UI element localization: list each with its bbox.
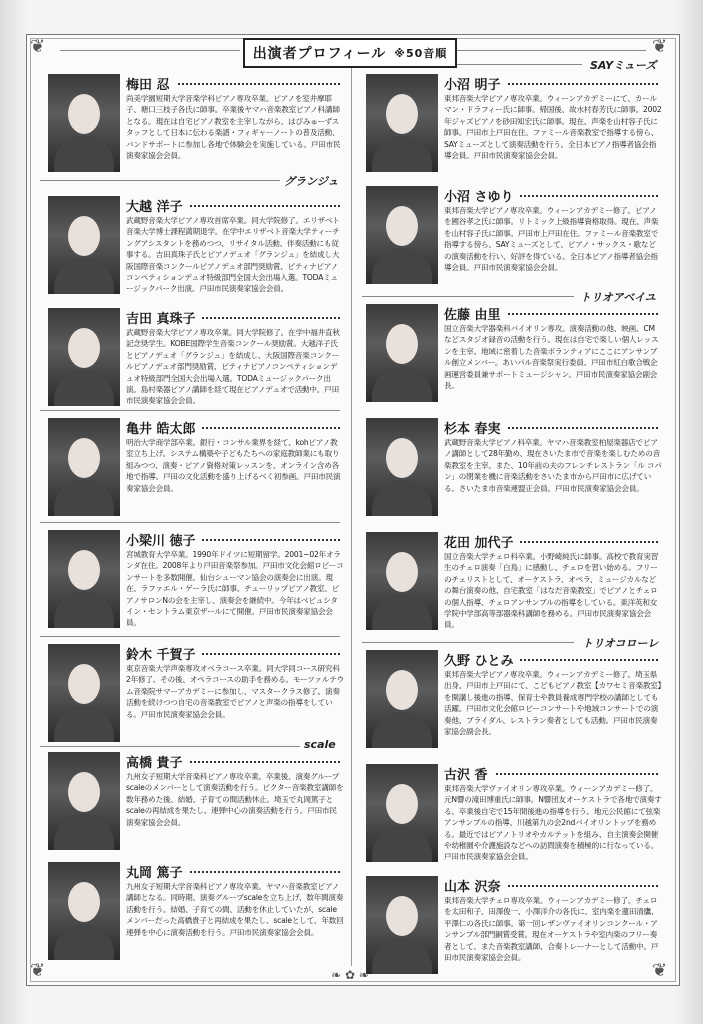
performer-bio: 武蔵野音楽大学ピアノ科卒業。ヤマハ音楽教室柏屋楽器店でピアノ講師として28年勤め、現在さいたま市で音楽を楽しむための音楽教室を主宰。また、10年前の夫のフレンチレストラン「ル コパン」の閉業を機に音楽活動をさいたま市から戸田市に広げている。さいたま市音楽連盟正会員。戸田市民演奏家協会会員。 [444,438,662,493]
performer-name: 佐藤 由里 [444,308,507,323]
portrait-photo [366,650,438,748]
performer-name: 山本 沢奈 [444,880,507,895]
profile-card [366,876,662,972]
performer-bio: 武蔵野音楽大学ピアノ専攻首席卒業。同大学院修了。エリザベト音楽大学博士課程満期退学。在学中エリザベト音楽大学ティーチングアシスタントを務めつつ、リサイタル活動、伴奏活動にも従事する。吉田真珠子氏とピアノデュオ「グランジュ」を結成し大阪国際音楽コンクールピアノデュオ部門奨励賞、ピティナピアノコンペティションデュオ特級部門全国大会出場入選。TODAミュージックパーク出演。戸田市民演奏家協会会員。 [126,216,340,294]
profile-card [48,196,344,298]
performer-name: 梅田 忍 [126,78,176,93]
corner-ornament-icon: ❦ [652,36,668,57]
performer-bio: 国立音楽大学チェロ科卒業。小野崎純氏に師事。高校で教育実習生のチェロ演奏「白鳥」に感動し、チェロを習い始める。フリーのチェリストとして、オーケストラ、オペラ、ミュージカルなどの舞台演奏の他、自宅教室「はなだ音楽教室」でピアノとチェロの個人指導、チェロアンサンブルの指導をしている。東洋英和女学院中学部高等部器楽科講師を務める。戸田市民演奏家協会会員。 [444,552,659,630]
portrait-photo [366,418,438,516]
profile-card [366,74,662,174]
portrait-photo [366,532,438,630]
performer-name: 小沼 明子 [444,78,507,93]
corner-ornament-icon: ❦ [652,960,668,981]
performer-bio: 東京音楽大学声楽専攻オペラコース卒業。同大学同コース研究科2年修了。その後、オペラコースの助手を務める。モーツァルテウム音楽院サマーアカデミーに参加し、マスタークラス修了。演奏活動を続けつつ自宅の音楽教室でピアノと声楽の指導をしている。戸田市民演奏家協会会員。 [126,664,344,719]
header-rule [456,50,646,51]
performer-bio: 宮城教育大学卒業。1990年ドイツに短期留学。2001~02年オランダ在住。2008年より戸田音楽祭参加。戸田市文化会館ロビーコンサートを多数開催。仙台シューマン協会の演奏会に出演。現在、ラファエル・ゲーラ氏に師事。チューリップピアノ教室、ピアノサロンNの会を主宰し、演奏会を継続中。今年はベビュシタイン・セントラム東京ザールにて開催。戸田市民演奏家協会会員。 [126,550,344,628]
profile-card [366,418,662,518]
performer-bio: 東邦音楽大学チェロ専攻卒業。ウィーンアカデミー修了。チェロを太田和子、田澤俊一、小澤洋介の各氏に、室内楽を蓮田清鷹、平澤仁の各氏に師事。第一回レザンヴァイオリンコンクール・アンサンブル部門銅賞受賞。現在オーケストラや室内楽のフリー奏者として、また音楽教室講師、合奏トレーナーとして活動中。戸田市民演奏家協会会員。 [444,896,659,963]
portrait-photo [48,752,120,850]
group-separator [362,642,574,643]
profile-card [48,752,344,850]
corner-ornament-icon: ❦ [30,36,46,57]
separator [40,636,340,637]
performer-name: 丸岡 篤子 [126,866,189,881]
bottom-ornament-icon: ❧ ✿ ❧ [331,968,369,982]
performer-bio: 明治大学商学部卒業。銀行・コンサル業界を経て、kohピアノ教室立ち上げ。システム構築や子どもたちへの家庭教師業にも取り組みつつ、演奏・ピアノ資格対策レッスンを、オンライン含め各地で指導。戸田の文化活動を盛り上げるべく初参画。戸田市民演奏家協会会員。 [126,438,341,493]
performer-bio: 九州女子短期大学音楽科ピアノ専攻卒業。ヤマハ音楽教室ピアノ講師となる。同時期、演奏グループscaleを立ち上げ、数年間演奏活動を行う。結婚、子育ての間、活動を休止していたが、scaleメンバーだった高橋貴子と再結成を果たし、scaleとして、年数回連弾を中心に演奏活動を行う。戸田市民演奏家協会会員。 [126,882,344,937]
group-separator [40,180,308,181]
portrait-photo [48,418,120,516]
separator [40,410,340,411]
profile-card [48,530,344,630]
portrait-photo [366,186,438,284]
corner-ornament-icon: ❦ [30,960,46,981]
performer-name: 高橋 貴子 [126,756,189,771]
performer-name: 鈴木 千賀子 [126,648,202,663]
profile-card [48,308,344,408]
portrait-photo [48,530,120,628]
column-divider [351,66,352,966]
portrait-photo [48,308,120,406]
profile-card [366,532,662,636]
page-title [243,38,457,68]
page-title-text: 出演者プロフィール [252,46,387,62]
group-label-trio-colore: トリオコローレ [578,635,662,651]
performer-name: 小沼 さゆり [444,190,520,205]
profile-card [48,644,344,740]
portrait-photo [366,876,438,974]
performer-bio: 東邦音楽大学ピアノ専攻卒業。ウィーンアカデミー修了。埼玉県出身。戸田市上戸田にて、こどもピアノ教室【カワセミ音楽教室】を開講し後進の指導、保育士や教員養成専門学校の講師としても活躍。戸田市文化会館ロビーコンサートや地域コンサートでの演奏他、ブライダル、レストラン奏者としても活動。戸田市民演奏家協会副会長。 [444,670,662,737]
portrait-photo [48,74,120,172]
performer-name: 小梁川 徳子 [126,534,202,549]
portrait-photo [366,764,438,862]
performer-bio: 尚美学園短期大学音楽学科ピアノ専攻卒業。ピアノを室井摩耶子、塘口三枝子各氏に師事。卒業後ヤマハ音楽教室ピアノ科講師となる。現在は自宅ピアノ教室を主宰しながら、はぴみゅーずスタッフとして日本に伝わる楽譜・フィギャーノートの普及活動、バンドサポートに参加し各地で体験会を実施している。戸田市民演奏家協会会員。 [126,94,341,161]
portrait-photo [48,196,120,294]
portrait-photo [48,862,120,960]
profile-card [366,650,662,750]
separator [40,522,340,523]
performer-bio: 九州女子短期大学音楽科ピアノ専攻卒業。卒業後、演奏グループscaleのメンバーとして演奏活動を行う。ピクター音楽教室講師を数年務めた後、結婚、子育ての間活動休止。埼玉で丸岡篤子とscaleの再結成を果たし、連弾中心の演奏活動を行う。戸田市民演奏家協会会員。 [126,772,344,827]
profile-card [48,74,344,174]
performer-name: 杉本 春実 [444,422,507,437]
profile-card [366,186,662,284]
group-label-scale: scale [300,738,340,751]
performer-name: 花田 加代子 [444,536,520,551]
profile-card [366,304,662,404]
performer-bio: 武蔵野音楽大学ピアノ専攻卒業。同大学院修了。在学中福井直秋記念奨学生。KOBE国際学生音楽コンクール奨励賞。大越洋子氏とピアノデュオ「グランジュ」を結成し、大阪国際音楽コンクールピアノデュオ部門奨励賞、ピティナピアノコンペティションデュオ特級部門全国大会出場入選。TODAミュージックパーク出演。島村楽器ピアノ講師を経て現在ピアノデュオで活動中。戸田市民演奏家協会会員。 [126,328,340,406]
group-separator [362,296,574,297]
portrait-photo [366,304,438,402]
profile-card [48,418,344,516]
group-label-say-muse: SAYミューズ [586,57,660,73]
group-label-trio-abeille: トリオアベイユ [576,289,660,305]
performer-name: 古沢 香 [444,768,494,783]
profile-card [48,862,344,960]
performer-bio: 国立音楽大学器楽科バイオリン専攻。演奏活動の他、映画、CMなどスタジオ録音の活動を行う。現在は自宅で楽しい個人レッスンを主宰。地域に密着した音楽ボランティアにここにアンサンブル創立メンバー。あいパル音楽祭実行委員、戸田市紅白歌合戦企画運営委員兼サポートミュージシャン。戸田市民演奏家協会副会長。 [444,324,659,391]
performer-name: 大越 洋子 [126,200,189,215]
header-rule [60,50,240,51]
performer-bio: 東邦音楽大学ピアノ専攻卒業。ウィーンアカデミー修了。ピアノを國谷孝之氏に師事。リトミック上級指導資格取得。現在、声楽を山村容子氏に師事。戸田市上戸田在住。ファミール音楽教室で指導する傍ら、SAYミューズとして、ピアノ・サックス・歌などの演奏活動を行い、好評を得ている。全日本ピアノ指導者協会指導会員。戸田市民演奏家協会会員。 [444,206,659,273]
sort-note: ※50音順 [394,47,448,60]
performer-bio: 東邦音楽大学ピアノ専攻卒業。ウィーンアカデミーにて、カールマン・ドラフィー氏に師事。帰国後、故水村春芳氏に師事。2002年ジャズピアノを砂田知宏氏に師事。現在、声楽を山村容子氏に師事。戸田市上戸田在住。ファミール音楽教室で指導する傍ら、SAYミューズとして演奏活動を行う。全日本ピアノ指導者協会指導会員。戸田市民演奏家協会会員。 [444,94,662,161]
portrait-photo [48,644,120,742]
profile-card [366,764,662,864]
performer-bio: 東邦音楽大学ヴァイオリン専攻卒業。ウィーンアカデミー修了。元N響の滝田博重氏に師事。N響団友オーケストラで各地で演奏する。卒業後自宅で15年間後進の指導を行う。地元公民館にて弦楽アンサンブルの指導、川越第九の会2ndバイオリントップを務める。最近ではピアノトリオやカルテットを組み、自主演奏会開催や幼稚園や介護施設などへの訪問演奏を積極的に行なっている。戸田市民演奏家協会会員。 [444,784,662,862]
group-label-grandjoux: グランジュ [280,173,343,189]
group-separator [40,746,308,747]
performer-name: 亀井 皓太郎 [126,422,202,437]
performer-name: 久野 ひとみ [444,654,520,669]
performer-name: 吉田 真珠子 [126,312,202,327]
portrait-photo [366,74,438,172]
